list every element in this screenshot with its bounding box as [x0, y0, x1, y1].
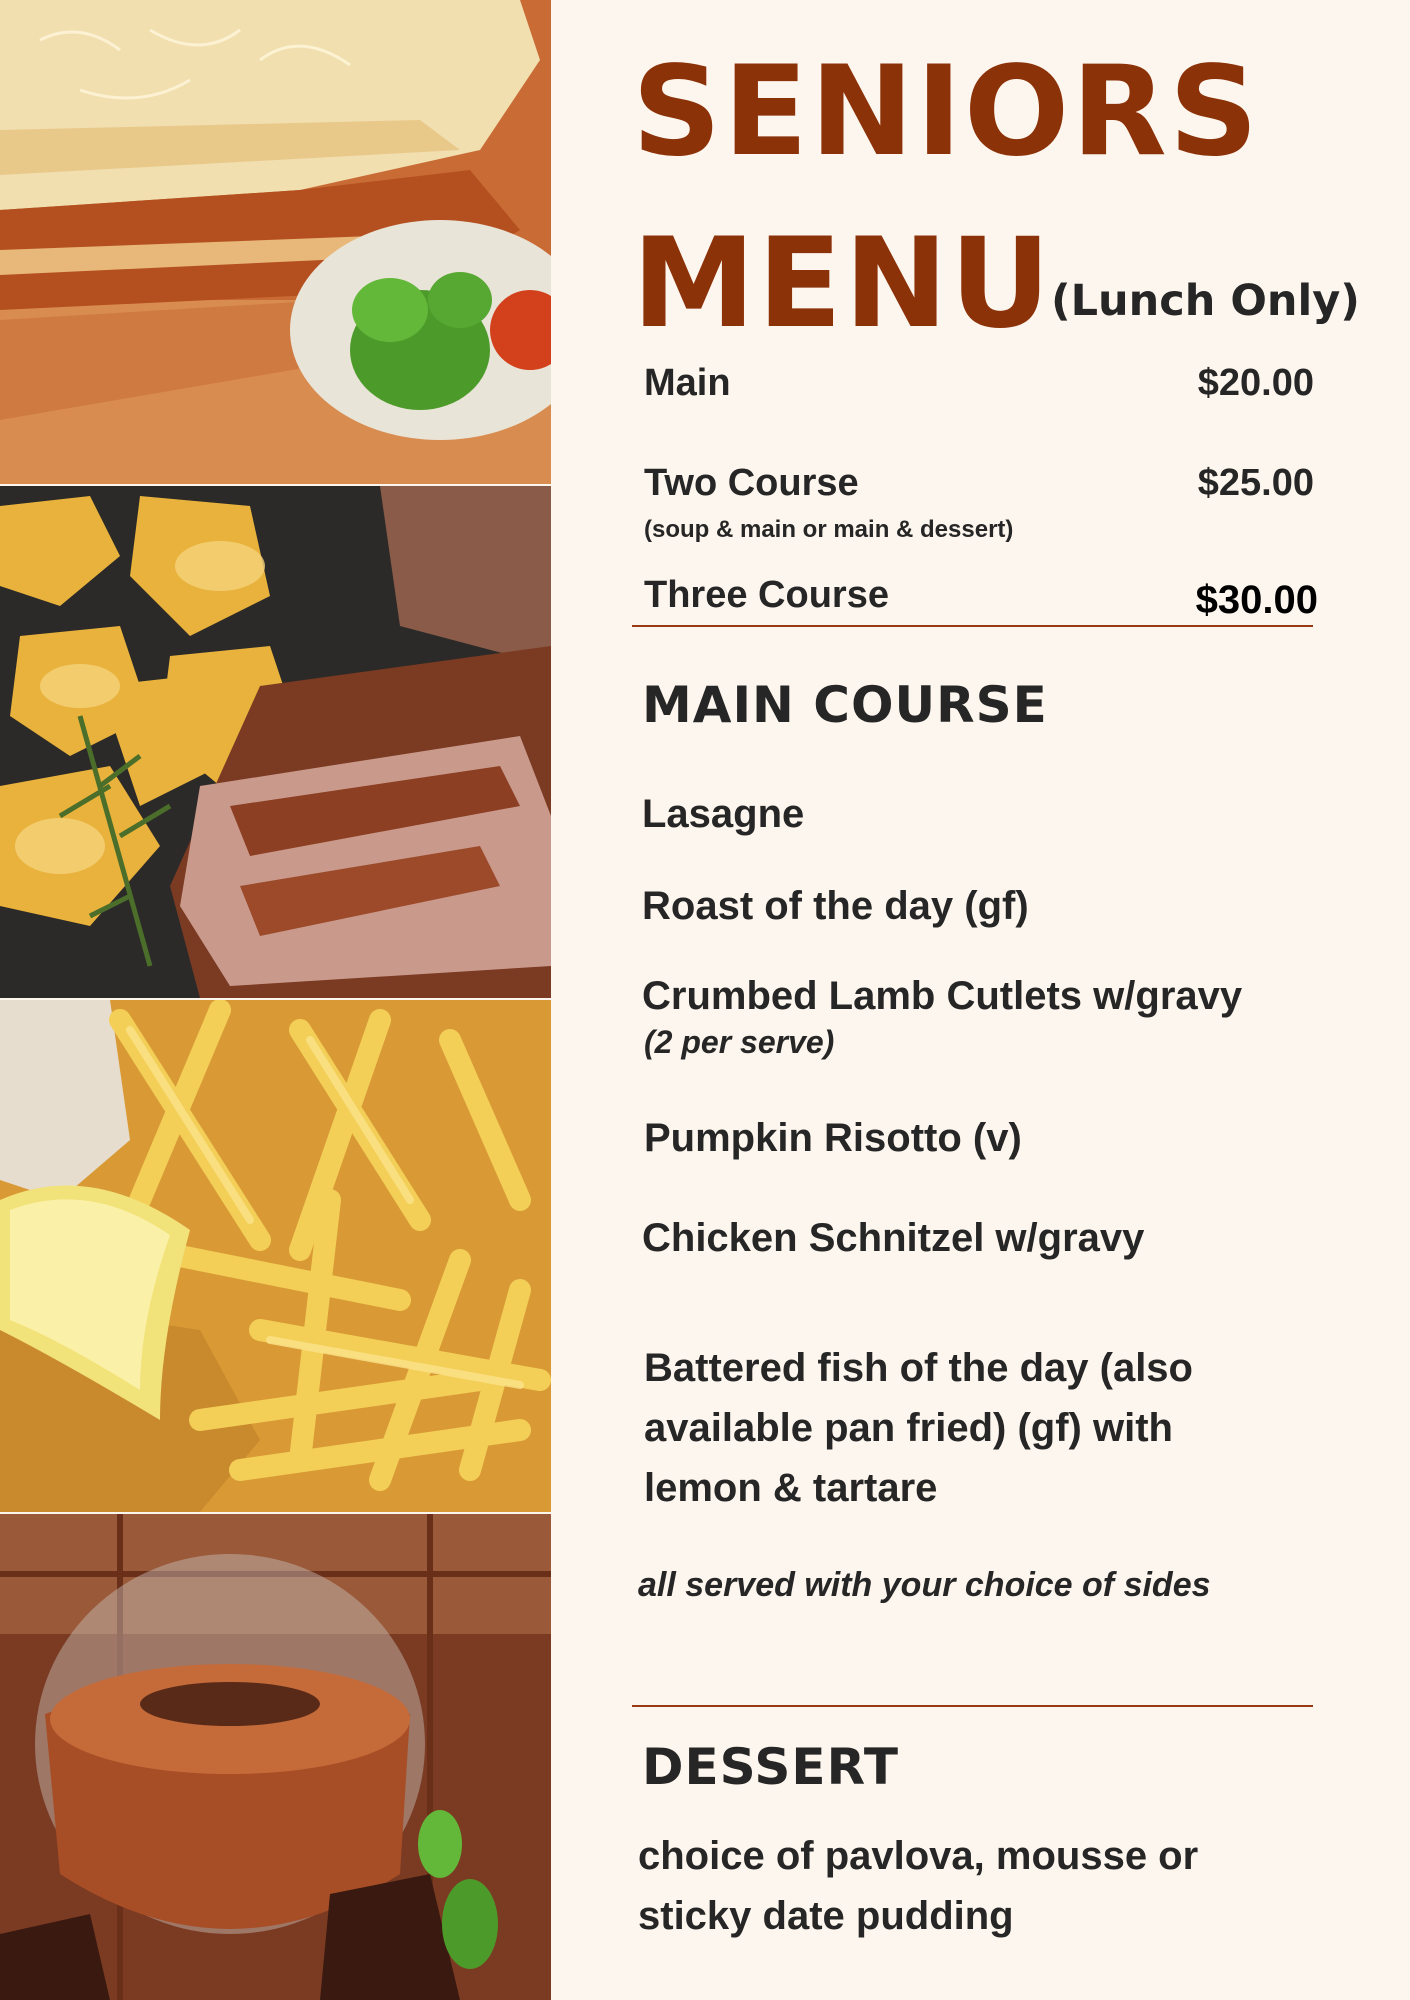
lamb-cutlets-note: (2 per serve) [644, 1024, 835, 1060]
fish-line: Battered fish of the day (also [644, 1346, 1193, 1390]
price-value-three-course: $30.00 [1195, 578, 1318, 622]
two-course-note: (soup & main or main & dessert) [644, 516, 1014, 543]
price-value-main: $20.00 [1197, 362, 1314, 404]
menu-title-line2: MENU [632, 212, 1053, 356]
price-value-two-course: $25.00 [1197, 462, 1314, 504]
sides-note: all served with your choice of sides [638, 1566, 1211, 1604]
lasagne-photo [0, 0, 551, 484]
chocolate-mousse-photo [0, 1514, 551, 2000]
main-course-heading: MAIN COURSE [642, 676, 1048, 734]
menu-item-lasagne: Lasagne [642, 792, 805, 836]
dessert-heading: DESSERT [642, 1738, 899, 1796]
pricing-divider [632, 625, 1313, 627]
menu-title-line1: SENIORS [632, 40, 1261, 184]
dessert-line: sticky date pudding [638, 1894, 1014, 1938]
fish-line: lemon & tartare [644, 1466, 938, 1510]
roast-photo [0, 486, 551, 998]
dessert-line: choice of pavlova, mousse or [638, 1834, 1199, 1878]
price-label-two-course: Two Course [644, 462, 859, 504]
dessert-description [638, 1826, 1198, 1946]
dessert-divider [632, 1705, 1313, 1707]
price-label-main: Main [644, 362, 731, 404]
menu-item-lamb-cutlets: Crumbed Lamb Cutlets w/gravy [642, 974, 1243, 1018]
fish-and-chips-photo [0, 1000, 551, 1512]
food-photo-column [0, 0, 551, 2000]
menu-item-roast: Roast of the day (gf) [642, 884, 1029, 928]
menu-item-battered-fish [644, 1338, 1193, 1518]
menu-subtitle: (Lunch Only) [1051, 276, 1360, 326]
menu-item-pumpkin-risotto: Pumpkin Risotto (v) [644, 1116, 1022, 1160]
price-label-three-course: Three Course [644, 574, 889, 616]
menu-item-chicken-schnitzel: Chicken Schnitzel w/gravy [642, 1216, 1145, 1260]
fish-line: available pan fried) (gf) with [644, 1406, 1173, 1450]
